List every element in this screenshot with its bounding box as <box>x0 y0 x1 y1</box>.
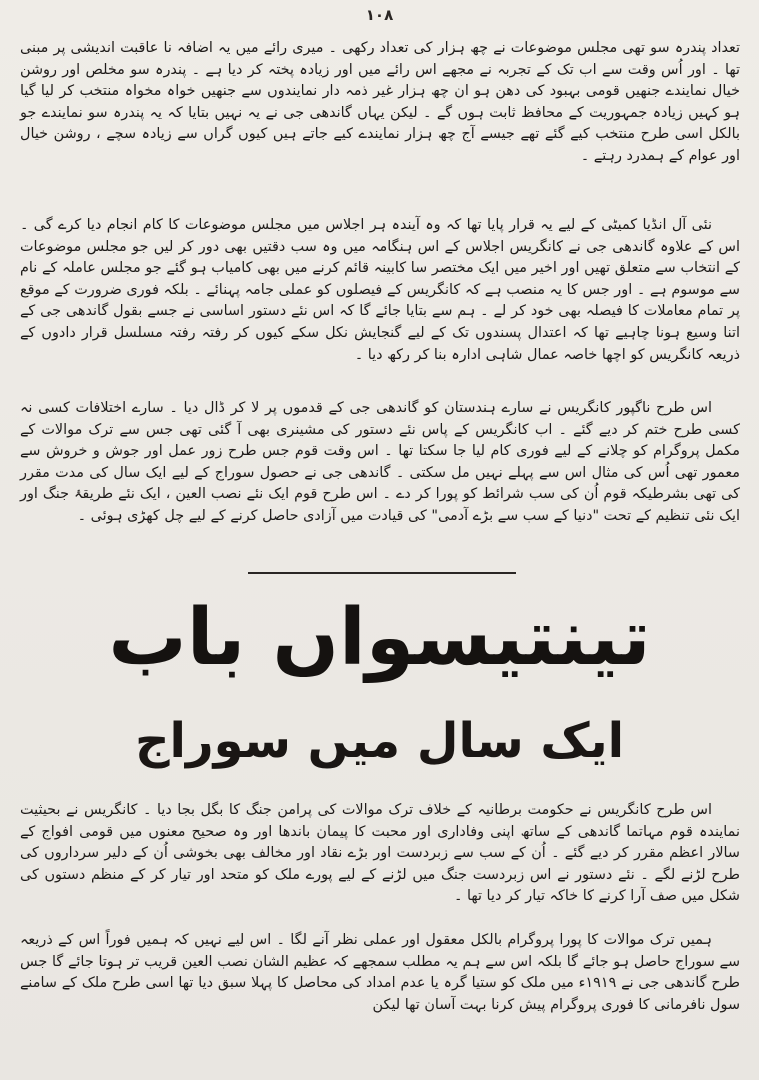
paragraph-1-text: تعداد پندرہ سو تھی مجلس موضوعات نے چھ ہزار کی تعداد رکھی ۔ میری رائے میں یہ اضافہ نا عاقبت اندیشی پر مبنی تھا ۔ اور اُس وقت سے اب تک کے تجربہ نے مجھے اس رائے میں اور زیادہ پختہ کر دیا ہے ۔ پندرہ سو مخلص اور روشن خیال نمایندے جنھیں قومی بہبود کی دھن ہو ان چھ ہزار غیر ذمہ دار نمایندوں سے جنھیں خواہ مخواہ منتخب کر لیا گیا ہو کہیں زیادہ جمہوریت کے محافظ ثابت ہوں گے ۔ لیکن یہاں گاندھی جی نے یہ نہیں بتایا کہ یہ پندرہ سو نمایندے جو بالکل اسی طرح منتخب کیے گئے تھے جیسے آج چھ ہزار نمایندے کیے جاتے ہیں کیوں گراں سے زیادہ سچے ، روشن خیال اور عوام کے ہمدرد رہتے ۔ <box>20 40 740 164</box>
paragraph-1 <box>20 38 740 168</box>
page-number: ۱۰۸ <box>365 6 394 24</box>
paragraph-4 <box>20 800 740 908</box>
section-divider <box>248 572 516 574</box>
paragraph-3 <box>20 398 740 528</box>
paragraph-5-text: ہمیں ترک موالات کا پورا پروگرام بالکل معقول اور عملی نظر آنے لگا ۔ اس لیے نہیں کہ ہمیں فوراً اس کے ذریعہ سے سوراج حاصل ہو جائے گا بلکہ اس سے ہم یہ مطلب سمجھے کہ عظیم الشان نصب العین قریب تر ہوتا جائے گا جس طرح گاندھی جی نے ۱۹۱۹ء میں ملک کو ستیا گرہ یا عدم امداد کی محاصل کا پہلا سبق دیا تھا اسی طرح ملک کے سامنے سول نافرمانی کا فوری پروگرام پیش کرنا بہت آسان تھا لیکن <box>20 932 740 1013</box>
paragraph-4-text: اس طرح کانگریس نے حکومت برطانیہ کے خلاف ترک موالات کی پرامن جنگ کا بگل بجا دیا ۔ کانگریس نے بحیثیت نمایندہ قوم مہاتما گاندھی کے ساتھ اپنی وفاداری اور محبت کا پیمان باندھا اور وہ صحیح معنوں میں قومی افواج کے سالار اعظم مقرر کر دیے گئے ۔ اُن کے سب سے زبردست اور بڑے نقاد اور مخالف بھی بخوشی اُن کے دلیر سرداروں کی طرح لڑنے لگے ۔ نئے دستور نے اس زبردست جنگ میں لڑنے کے لیے پورے ملک کو متحد اور تیار کر کے منظم دستوں کی شکل میں صف آرا کرنے کا خاکہ تیار کر دیا تھا ۔ <box>20 802 740 905</box>
chapter-title: تینتیسواں باب <box>108 593 651 683</box>
paragraph-3-text: اس طرح ناگپور کانگریس نے سارے ہندستان کو گاندھی جی کے قدموں پر لا کر ڈال دیا ۔ سارے اختلافات کسی نہ کسی طرح ختم کر دیے گئے ۔ اب کانگریس کے پاس نئے دستور کی مشینری بھی آ گئی تھی جس سے ترک موالات کے مکمل پروگرام کو چلانے کے لیے فوری کام لیا جا سکتا تھا ۔ اس وقت قوم جس طرح زور عمل اور جوش و خروش سے معمور تھی اُس کی مثال اس سے پہلے نہیں مل سکتی ۔ گاندھی جی نے حصول سوراج کے لیے ایک سال کی مدت مقرر کی تھی بشرطیکہ قوم اُن کی سب شرائط کو پورا کر دے ۔ اس طرح قوم ایک نئے نصب العین ، ایک نئے طریقۂ جنگ اور ایک نئی تنظیم کے تحت "دنیا کے سب سے بڑے آدمی" کی قیادت میں آزادی حاصل کرنے کے لیے چل کھڑی ہوئی ۔ <box>20 400 740 524</box>
paragraph-2-text: نئی آل انڈیا کمیٹی کے لیے یہ قرار پایا تھا کہ وہ آیندہ ہر اجلاس میں مجلس موضوعات کا کام انجام دیا کرے گی ۔ اس کے علاوہ گاندھی جی نے کانگریس اجلاس کے اس ہنگامہ میں وہ سب دقتیں بھی دور کر لیں جو مجلس موضوعات کے انتخاب سے متعلق تھیں اور اخیر میں ایک مختصر سا کابینہ قائم کرنے میں بھی کامیاب ہو گئے جو مجلس عاملہ کے نام سے موسوم ہے ۔ اور جس کا یہ منصب ہے کہ کانگریس کے فیصلوں کو عملی جامہ پہنائے ۔ بلکہ فوری ضرورت کے موقع پر تمام معاملات کا فیصلہ بھی خود کر لے ۔ ہم سے بتایا جائے گا کہ اس نئے دستور اساسی نے جسے بقول گاندھی جی کے اتنا وسیع ہونا چاہیے تھا کہ اعتدال پسندوں تک کے لیے گنجایش نکل سکے کیوں کر رفتہ رفتہ مسلسل قرار دادوں کے ذریعہ کانگریس کو اچھا خاصہ عمال شاہی ادارہ بنا کر رکھ دیا ۔ <box>20 217 740 363</box>
paragraph-2 <box>20 215 740 366</box>
paragraph-5 <box>20 930 740 1016</box>
chapter-subtitle: ایک سال میں سوراج <box>134 713 625 769</box>
